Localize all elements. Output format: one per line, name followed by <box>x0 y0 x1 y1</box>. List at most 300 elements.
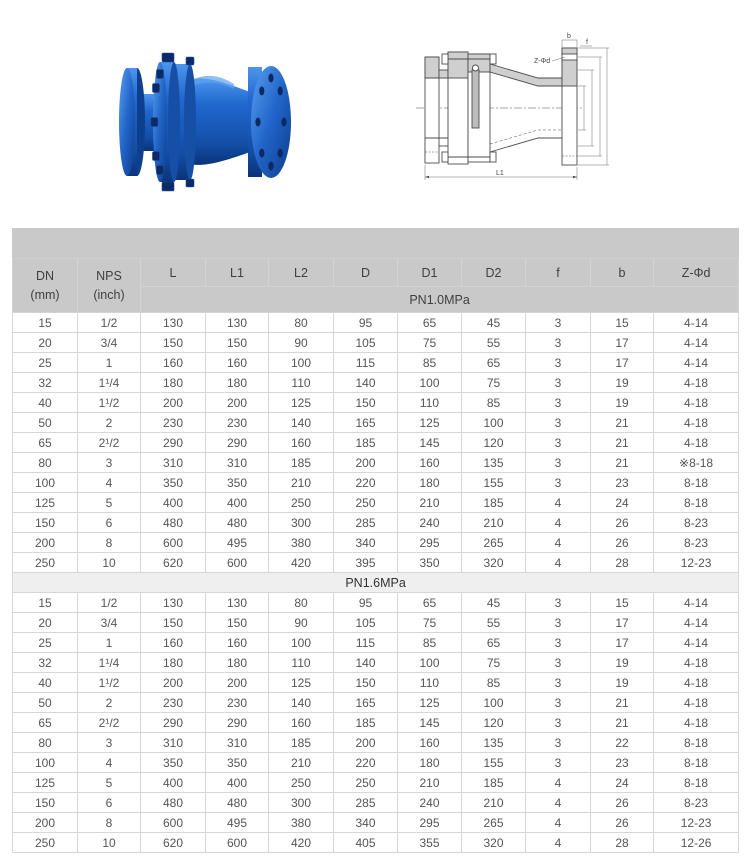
cell-d1: 160 <box>398 733 462 753</box>
cell-dn: 50 <box>13 413 78 433</box>
cell-l2: 250 <box>269 493 334 513</box>
cell-dn: 32 <box>13 653 78 673</box>
cell-l2: 250 <box>269 773 334 793</box>
cell-dn: 80 <box>13 453 78 473</box>
cell-d2: 155 <box>462 473 526 493</box>
cell-f: 3 <box>526 753 591 773</box>
drawing-left-flange <box>425 57 448 163</box>
table-row <box>13 533 739 553</box>
cell-d: 185 <box>334 713 398 733</box>
cell-d2: 320 <box>462 553 526 573</box>
cell-z-phi-d: 4-18 <box>654 373 739 393</box>
cell-z-phi-d: 4-18 <box>654 393 739 413</box>
cell-nps: 6 <box>78 793 141 813</box>
cell-d1: 125 <box>398 413 462 433</box>
cell-d2: 65 <box>462 633 526 653</box>
cell-nps: 3/4 <box>78 333 141 353</box>
cell-dn: 200 <box>13 533 78 553</box>
cell-d2: 135 <box>462 453 526 473</box>
cell-b: 21 <box>591 693 654 713</box>
valve-photo <box>100 40 310 205</box>
cell-l1: 600 <box>206 833 269 853</box>
cell-dn: 125 <box>13 773 78 793</box>
cell-nps: 1¹/2 <box>78 673 141 693</box>
cell-d1: 180 <box>398 753 462 773</box>
header-nps-unit: (inch) <box>93 287 125 302</box>
section-pn16-header <box>13 573 739 593</box>
cell-d: 165 <box>334 693 398 713</box>
cell-l: 130 <box>141 593 206 613</box>
cell-l: 310 <box>141 453 206 473</box>
cell-d1: 180 <box>398 473 462 493</box>
cell-f: 3 <box>526 453 591 473</box>
cell-d2: 120 <box>462 713 526 733</box>
cell-dn: 250 <box>13 833 78 853</box>
cell-d1: 75 <box>398 613 462 633</box>
cell-l: 180 <box>141 653 206 673</box>
table-row <box>13 453 739 473</box>
cell-f: 4 <box>526 553 591 573</box>
cell-b: 24 <box>591 493 654 513</box>
cell-d1: 110 <box>398 393 462 413</box>
cell-l2: 160 <box>269 713 334 733</box>
cell-nps: 6 <box>78 513 141 533</box>
cell-z-phi-d: 12-26 <box>654 833 739 853</box>
cell-b: 26 <box>591 513 654 533</box>
cell-d1: 210 <box>398 773 462 793</box>
cell-d1: 65 <box>398 593 462 613</box>
cell-d2: 320 <box>462 833 526 853</box>
cell-d: 340 <box>334 813 398 833</box>
header-top-band <box>13 229 739 259</box>
cell-b: 21 <box>591 433 654 453</box>
cell-l1: 160 <box>206 353 269 373</box>
cell-z-phi-d: ※8-18 <box>654 453 739 473</box>
cell-nps: 1¹/4 <box>78 373 141 393</box>
cell-d1: 240 <box>398 513 462 533</box>
cell-z-phi-d: 8-18 <box>654 733 739 753</box>
cell-f: 3 <box>526 373 591 393</box>
cell-d1: 100 <box>398 373 462 393</box>
cell-z-phi-d: 4-18 <box>654 413 739 433</box>
cell-f: 4 <box>526 493 591 513</box>
cell-z-phi-d: 8-18 <box>654 773 739 793</box>
cell-l: 200 <box>141 673 206 693</box>
cell-d: 115 <box>334 633 398 653</box>
cell-l1: 600 <box>206 553 269 573</box>
valve-left-flange <box>119 68 145 176</box>
cell-dn: 50 <box>13 693 78 713</box>
cell-dn: 200 <box>13 813 78 833</box>
cell-d2: 65 <box>462 353 526 373</box>
section-label-pn16: PN1.6MPa <box>13 573 739 593</box>
cell-f: 3 <box>526 593 591 613</box>
cell-b: 15 <box>591 313 654 333</box>
drawing-label-bolts: Z-Φd <box>534 58 551 65</box>
cell-f: 4 <box>526 833 591 853</box>
cell-b: 17 <box>591 333 654 353</box>
cell-d2: 100 <box>462 413 526 433</box>
cell-d1: 295 <box>398 533 462 553</box>
cell-nps: 1/2 <box>78 593 141 613</box>
cell-d: 115 <box>334 353 398 373</box>
cell-d: 185 <box>334 433 398 453</box>
header-f: f <box>526 259 591 287</box>
cell-d: 140 <box>334 373 398 393</box>
cell-d2: 55 <box>462 613 526 633</box>
cell-d: 395 <box>334 553 398 573</box>
cell-l1: 150 <box>206 333 269 353</box>
cell-l: 130 <box>141 313 206 333</box>
table-row <box>13 613 739 633</box>
cell-f: 3 <box>526 613 591 633</box>
cell-l: 200 <box>141 393 206 413</box>
header-dn-unit: (mm) <box>30 287 60 302</box>
cell-d: 220 <box>334 473 398 493</box>
cell-d1: 75 <box>398 333 462 353</box>
cell-l: 150 <box>141 613 206 633</box>
cell-nps: 5 <box>78 773 141 793</box>
cell-b: 21 <box>591 413 654 433</box>
cell-d: 105 <box>334 333 398 353</box>
drawing-label-l1: L1 <box>496 170 504 177</box>
cell-b: 21 <box>591 453 654 473</box>
cell-b: 17 <box>591 633 654 653</box>
cell-nps: 2¹/2 <box>78 433 141 453</box>
cell-b: 17 <box>591 613 654 633</box>
cell-d2: 100 <box>462 693 526 713</box>
cell-l2: 185 <box>269 453 334 473</box>
cell-f: 3 <box>526 713 591 733</box>
cell-dn: 100 <box>13 473 78 493</box>
cell-d: 250 <box>334 493 398 513</box>
cell-d1: 85 <box>398 353 462 373</box>
header-dn <box>13 259 78 313</box>
cell-l: 310 <box>141 733 206 753</box>
table-row <box>13 373 739 393</box>
cell-b: 19 <box>591 673 654 693</box>
header-d: D <box>334 259 398 287</box>
cell-z-phi-d: 12-23 <box>654 813 739 833</box>
cell-dn: 15 <box>13 593 78 613</box>
table-row <box>13 593 739 613</box>
cell-l2: 420 <box>269 833 334 853</box>
cell-f: 3 <box>526 313 591 333</box>
spec-table <box>12 228 739 853</box>
valve-right-flange <box>248 66 291 178</box>
cell-z-phi-d: 8-23 <box>654 793 739 813</box>
cell-z-phi-d: 4-18 <box>654 433 739 453</box>
cell-d1: 145 <box>398 713 462 733</box>
table-row <box>13 553 739 573</box>
cell-d: 340 <box>334 533 398 553</box>
cell-f: 3 <box>526 433 591 453</box>
cell-d2: 120 <box>462 433 526 453</box>
table-row <box>13 793 739 813</box>
cell-f: 4 <box>526 793 591 813</box>
cell-l2: 140 <box>269 693 334 713</box>
cell-l2: 380 <box>269 813 334 833</box>
table-row <box>13 493 739 513</box>
cell-dn: 65 <box>13 433 78 453</box>
cell-l: 400 <box>141 773 206 793</box>
cell-f: 3 <box>526 333 591 353</box>
cell-dn: 25 <box>13 633 78 653</box>
table-row <box>13 313 739 333</box>
cell-l1: 310 <box>206 733 269 753</box>
cell-l1: 290 <box>206 433 269 453</box>
cell-d: 250 <box>334 773 398 793</box>
cell-f: 3 <box>526 393 591 413</box>
cell-d2: 265 <box>462 533 526 553</box>
cell-l2: 100 <box>269 633 334 653</box>
header-blank-cell <box>13 229 739 259</box>
cell-nps: 8 <box>78 813 141 833</box>
cell-l1: 130 <box>206 313 269 333</box>
header-nps-label: NPS <box>96 268 122 283</box>
cell-z-phi-d: 4-18 <box>654 693 739 713</box>
cell-d: 220 <box>334 753 398 773</box>
cell-z-phi-d: 8-18 <box>654 493 739 513</box>
cell-b: 23 <box>591 753 654 773</box>
cell-d2: 45 <box>462 593 526 613</box>
cell-l1: 230 <box>206 693 269 713</box>
cell-f: 3 <box>526 653 591 673</box>
cell-l1: 495 <box>206 533 269 553</box>
cell-nps: 8 <box>78 533 141 553</box>
cell-b: 22 <box>591 733 654 753</box>
cell-dn: 150 <box>13 793 78 813</box>
cell-l2: 210 <box>269 473 334 493</box>
cell-d1: 100 <box>398 653 462 673</box>
cell-d1: 210 <box>398 493 462 513</box>
cell-dn: 100 <box>13 753 78 773</box>
cell-b: 26 <box>591 533 654 553</box>
cell-l1: 310 <box>206 453 269 473</box>
cell-f: 3 <box>526 733 591 753</box>
cell-nps: 10 <box>78 833 141 853</box>
cell-d2: 75 <box>462 373 526 393</box>
cell-l1: 480 <box>206 513 269 533</box>
cell-l: 400 <box>141 493 206 513</box>
cell-l: 480 <box>141 513 206 533</box>
table-row <box>13 413 739 433</box>
drawing-label-b: b <box>567 33 571 40</box>
cell-d: 285 <box>334 793 398 813</box>
cell-z-phi-d: 4-18 <box>654 673 739 693</box>
cell-z-phi-d: 4-14 <box>654 613 739 633</box>
drawing-bolted-flange <box>442 52 496 164</box>
cell-dn: 65 <box>13 713 78 733</box>
cell-d2: 75 <box>462 653 526 673</box>
valve-cone-body <box>188 76 256 165</box>
table-row <box>13 813 739 833</box>
cell-nps: 2 <box>78 413 141 433</box>
table-row <box>13 473 739 493</box>
cell-l2: 160 <box>269 433 334 453</box>
cell-l1: 350 <box>206 473 269 493</box>
cell-b: 19 <box>591 393 654 413</box>
cell-b: 19 <box>591 653 654 673</box>
cell-l: 150 <box>141 333 206 353</box>
cell-nps: 3/4 <box>78 613 141 633</box>
cell-l1: 350 <box>206 753 269 773</box>
cell-z-phi-d: 4-14 <box>654 593 739 613</box>
cell-nps: 2 <box>78 693 141 713</box>
cell-dn: 150 <box>13 513 78 533</box>
cell-l1: 230 <box>206 413 269 433</box>
cell-l1: 400 <box>206 773 269 793</box>
cell-l2: 125 <box>269 393 334 413</box>
table-row <box>13 333 739 353</box>
drawing-label-f: f <box>586 39 588 46</box>
cell-z-phi-d: 8-18 <box>654 473 739 493</box>
cell-dn: 15 <box>13 313 78 333</box>
cell-l2: 80 <box>269 593 334 613</box>
cell-d1: 110 <box>398 673 462 693</box>
cell-f: 3 <box>526 353 591 373</box>
table-row <box>13 773 739 793</box>
cell-l1: 180 <box>206 373 269 393</box>
cell-f: 4 <box>526 533 591 553</box>
header-l1: L1 <box>206 259 269 287</box>
cell-d: 95 <box>334 313 398 333</box>
cell-l2: 140 <box>269 413 334 433</box>
cell-l: 160 <box>141 353 206 373</box>
cell-l2: 100 <box>269 353 334 373</box>
cell-l: 350 <box>141 753 206 773</box>
cell-b: 21 <box>591 713 654 733</box>
cell-l: 230 <box>141 413 206 433</box>
cell-l1: 200 <box>206 673 269 693</box>
header-d1: D1 <box>398 259 462 287</box>
header-d2: D2 <box>462 259 526 287</box>
table-row <box>13 633 739 653</box>
cell-d: 285 <box>334 513 398 533</box>
table-row <box>13 693 739 713</box>
cell-d: 140 <box>334 653 398 673</box>
cell-l2: 185 <box>269 733 334 753</box>
cell-l2: 125 <box>269 673 334 693</box>
cell-l: 350 <box>141 473 206 493</box>
cell-nps: 1 <box>78 633 141 653</box>
cell-b: 28 <box>591 833 654 853</box>
cell-d1: 145 <box>398 433 462 453</box>
cell-z-phi-d: 4-18 <box>654 713 739 733</box>
section-pn10-rows <box>13 313 739 573</box>
cell-dn: 125 <box>13 493 78 513</box>
cell-z-phi-d: 4-14 <box>654 633 739 653</box>
cell-d2: 155 <box>462 753 526 773</box>
cell-l: 290 <box>141 433 206 453</box>
cell-b: 26 <box>591 793 654 813</box>
cell-b: 24 <box>591 773 654 793</box>
cell-b: 26 <box>591 813 654 833</box>
cell-d1: 85 <box>398 633 462 653</box>
technical-drawing <box>410 30 620 190</box>
cell-d: 200 <box>334 733 398 753</box>
cell-l1: 290 <box>206 713 269 733</box>
cell-l2: 300 <box>269 513 334 533</box>
cell-nps: 4 <box>78 473 141 493</box>
cell-l1: 150 <box>206 613 269 633</box>
cell-d: 200 <box>334 453 398 473</box>
header-nps <box>78 259 141 313</box>
cell-d2: 210 <box>462 793 526 813</box>
cell-d1: 350 <box>398 553 462 573</box>
cell-d1: 295 <box>398 813 462 833</box>
cell-nps: 4 <box>78 753 141 773</box>
cell-d: 150 <box>334 393 398 413</box>
table-row <box>13 653 739 673</box>
table-row <box>13 753 739 773</box>
cell-l: 620 <box>141 833 206 853</box>
cell-l2: 110 <box>269 653 334 673</box>
cell-dn: 40 <box>13 393 78 413</box>
table-row <box>13 353 739 373</box>
cell-l: 180 <box>141 373 206 393</box>
cell-d2: 85 <box>462 673 526 693</box>
cell-l1: 480 <box>206 793 269 813</box>
header-z-phi-d: Z-Φd <box>654 259 739 287</box>
cell-d: 105 <box>334 613 398 633</box>
valve-bolted-flange <box>153 62 196 182</box>
cell-d2: 135 <box>462 733 526 753</box>
cell-d1: 65 <box>398 313 462 333</box>
cell-d: 95 <box>334 593 398 613</box>
cell-l2: 420 <box>269 553 334 573</box>
cell-z-phi-d: 4-18 <box>654 653 739 673</box>
header-l2: L2 <box>269 259 334 287</box>
cell-l2: 380 <box>269 533 334 553</box>
cell-nps: 2¹/2 <box>78 713 141 733</box>
cell-d: 405 <box>334 833 398 853</box>
cell-d1: 240 <box>398 793 462 813</box>
cell-dn: 40 <box>13 673 78 693</box>
cell-d1: 160 <box>398 453 462 473</box>
header-dn-label: DN <box>35 268 55 283</box>
cell-l1: 180 <box>206 653 269 673</box>
cell-l2: 90 <box>269 333 334 353</box>
cell-l2: 210 <box>269 753 334 773</box>
cell-f: 4 <box>526 813 591 833</box>
section-label-row <box>13 573 739 593</box>
cell-nps: 1 <box>78 353 141 373</box>
cell-d2: 45 <box>462 313 526 333</box>
cell-nps: 1¹/2 <box>78 393 141 413</box>
cell-l: 290 <box>141 713 206 733</box>
table-row <box>13 673 739 693</box>
cell-d2: 85 <box>462 393 526 413</box>
cell-d1: 125 <box>398 693 462 713</box>
drawing-disc <box>472 65 479 128</box>
cell-l2: 80 <box>269 313 334 333</box>
cell-nps: 1/2 <box>78 313 141 333</box>
table-row <box>13 513 739 533</box>
cell-l: 600 <box>141 533 206 553</box>
cell-d: 165 <box>334 413 398 433</box>
cell-l1: 400 <box>206 493 269 513</box>
cell-dn: 250 <box>13 553 78 573</box>
cell-nps: 3 <box>78 453 141 473</box>
cell-f: 3 <box>526 673 591 693</box>
cell-dn: 80 <box>13 733 78 753</box>
cell-z-phi-d: 4-14 <box>654 353 739 373</box>
cell-l: 160 <box>141 633 206 653</box>
cell-l: 230 <box>141 693 206 713</box>
cell-f: 3 <box>526 633 591 653</box>
cell-f: 3 <box>526 413 591 433</box>
